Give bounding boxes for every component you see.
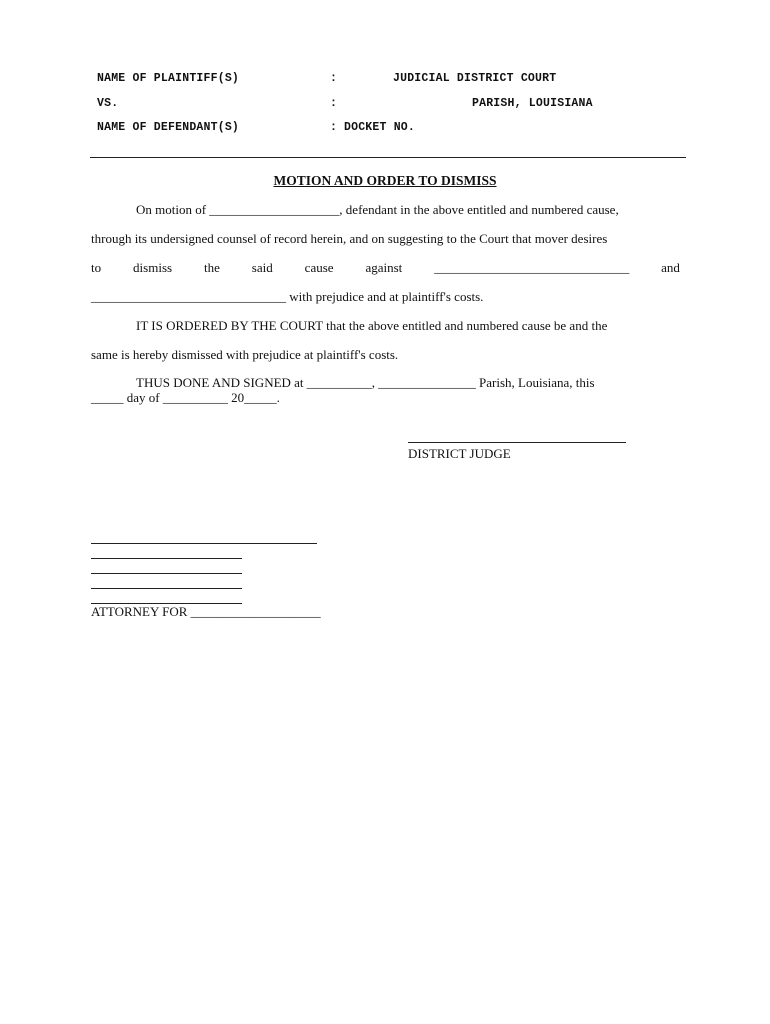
attorney-for-label: ATTORNEY FOR ____________________: [91, 604, 321, 619]
attorney-signature-line: [91, 543, 317, 544]
attorney-address-line: [91, 558, 242, 559]
caption-colon: :: [330, 97, 338, 110]
word: to: [91, 260, 102, 275]
document-title: MOTION AND ORDER TO DISMISS: [273, 173, 497, 188]
attorney-address-line: [91, 573, 242, 574]
paragraph-1-line-3: [91, 260, 680, 276]
word: cause: [304, 260, 334, 275]
caption-row-defendant: [0, 121, 770, 137]
caption-row-plaintiff: [0, 72, 770, 88]
paragraph-1-line-2: through its undersigned counsel of record herein, and on suggesting to the Court that mover desires: [91, 231, 608, 246]
district-judge-label: DISTRICT JUDGE: [408, 446, 511, 461]
caption-row-versus: [0, 97, 770, 113]
docket-label: DOCKET NO.: [344, 121, 416, 134]
word: against: [365, 260, 403, 275]
word: said: [251, 260, 273, 275]
caption-colon: :: [330, 72, 338, 85]
attorney-address-line: [91, 588, 242, 589]
word: dismiss: [133, 260, 173, 275]
paragraph-2-line-2: same is hereby dismissed with prejudice at plaintiff's costs.: [91, 347, 399, 362]
court-name: JUDICIAL DISTRICT COURT: [393, 72, 557, 85]
paragraph-3-line-2: _____ day of __________ 20_____.: [91, 390, 280, 405]
word: and: [661, 260, 680, 275]
paragraph-1-line-4: ______________________________ with prejudice and at plaintiff's costs.: [91, 289, 484, 304]
plaintiff-label: NAME OF PLAINTIFF(S): [97, 72, 240, 85]
paragraph-1-line-1: On motion of ____________________, defendant in the above entitled and numbered cause,: [136, 202, 619, 217]
paragraph-3-line-1: THUS DONE AND SIGNED at __________, _______________ Parish, Louisiana, this: [136, 375, 595, 390]
caption-divider: [90, 157, 686, 158]
defendant-label: NAME OF DEFENDANT(S): [97, 121, 240, 134]
word: the: [203, 260, 220, 275]
caption-colon: :: [330, 121, 338, 134]
parish-label: PARISH, LOUISIANA: [472, 97, 593, 110]
paragraph-2-line-1: IT IS ORDERED BY THE COURT that the above entitled and numbered cause be and the: [136, 318, 608, 333]
versus-label: VS.: [97, 97, 119, 110]
blank-field: ______________________________: [434, 260, 630, 275]
judge-signature-line: [408, 442, 626, 443]
